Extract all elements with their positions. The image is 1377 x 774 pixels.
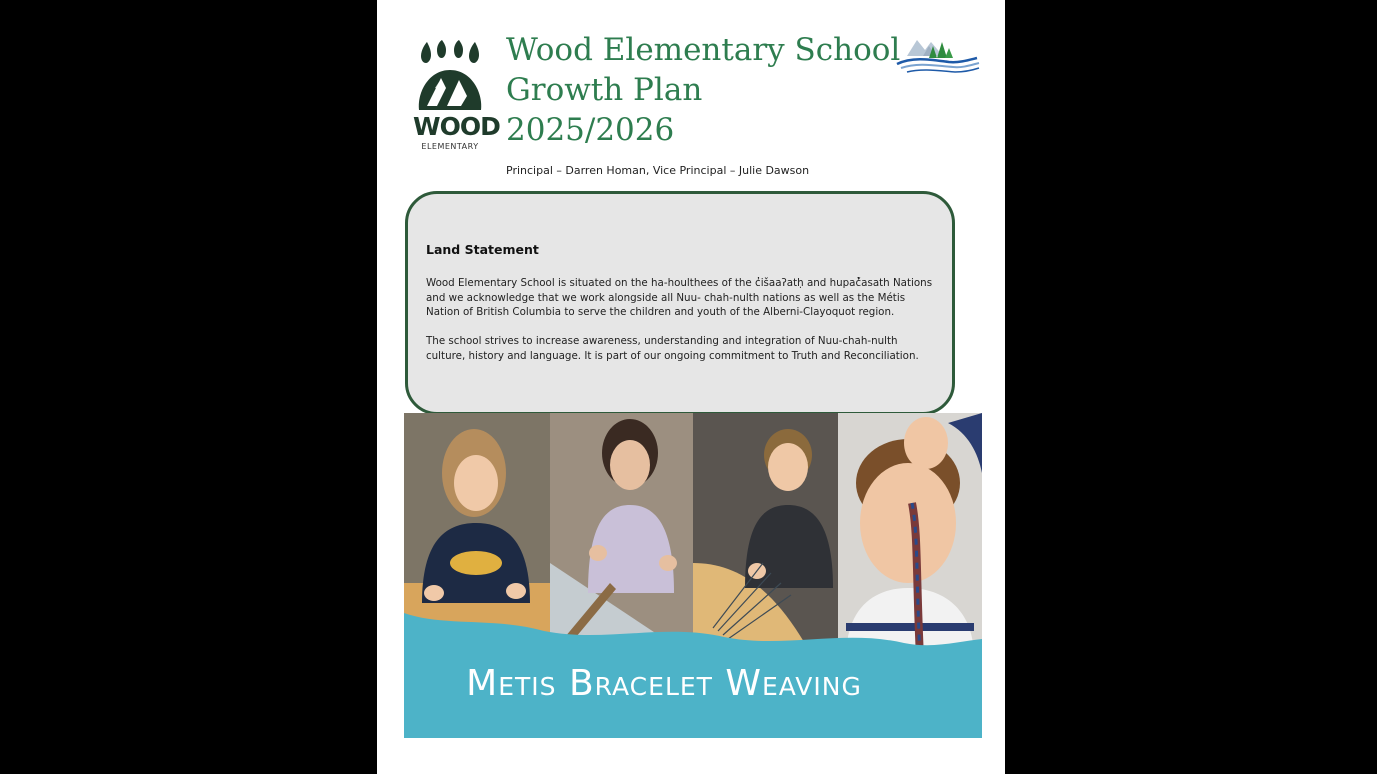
staff-line: Principal – Darren Homan, Vice Principal – Julie Dawson [506,164,810,177]
document-page [377,0,1005,774]
bear-paw-icon [413,40,487,116]
title-line-2: Growth Plan [506,72,703,108]
document-title [506,30,901,150]
school-logo [413,40,500,156]
logo-subtitle: ELEMENTARY [421,142,479,151]
title-line-3: 2025/2026 [506,112,675,148]
photo-collage [404,413,982,738]
logo-wordmark: WOOD [413,112,500,141]
land-statement-paragraph-1: Wood Elementary School is situated on the ha-houlthees of the c̓išaaʔatḥ and hupač̓asath Nations and we acknowledge that we work alongside all Nuu- chah-nulth nations as well as the Métis Nation of British Columbia to serve the children and youth of the Alberni-Clayoquot region. [426,277,933,319]
land-statement-heading: Land Statement [426,242,539,257]
title-line-1: Wood Elementary School [506,32,901,68]
collage-caption: Metis Bracelet Weaving [466,663,862,704]
mountain-river-logo-icon [893,30,981,80]
land-statement-box [405,191,955,415]
land-statement-paragraph-2: The school strives to increase awareness, understanding and integration of Nuu-chah-nulth culture, history and language. It is part of our ongoing commitment to Truth and Reconciliation. [426,335,919,362]
